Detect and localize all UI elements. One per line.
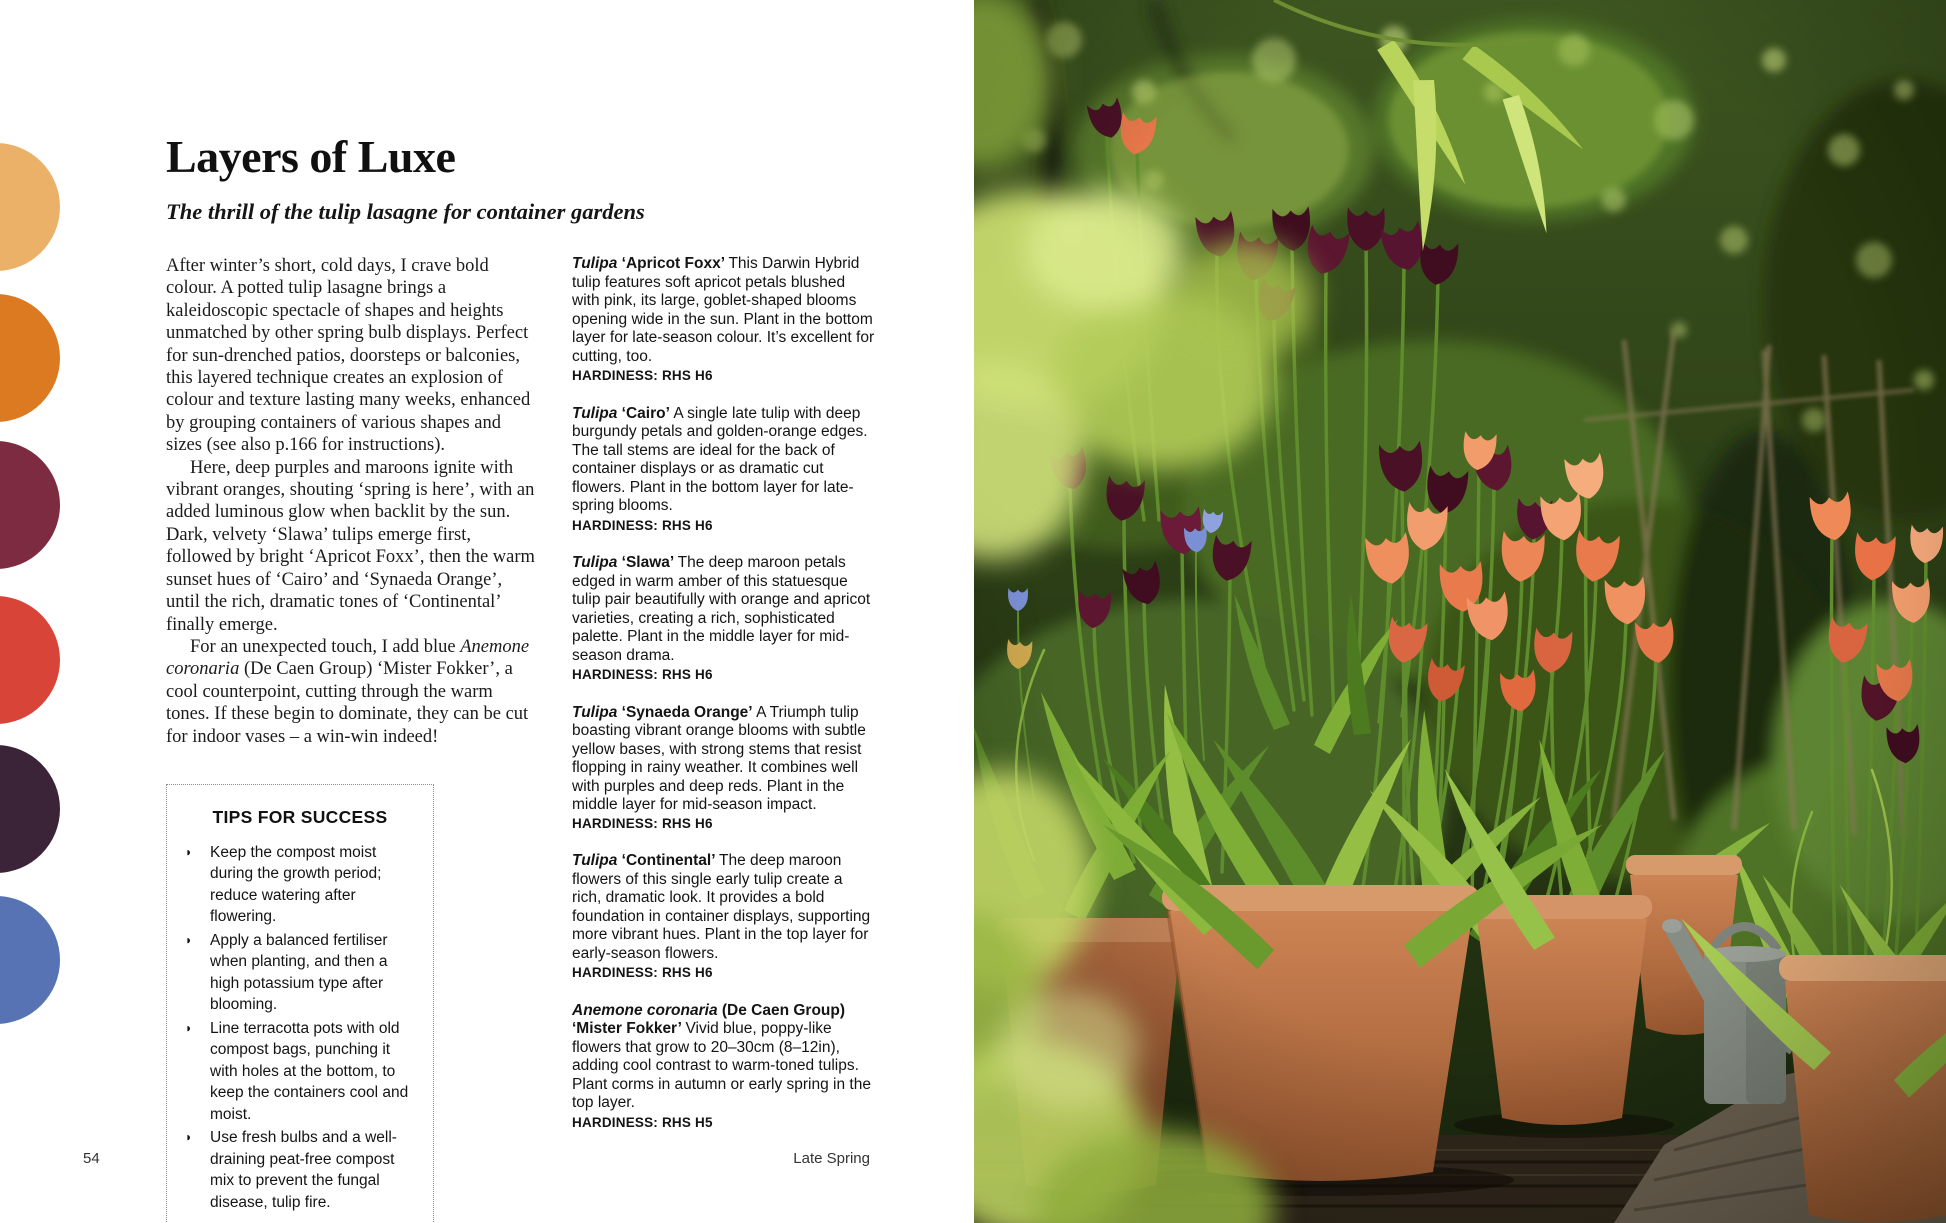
intro-column (166, 255, 538, 1223)
tip-item (183, 842, 417, 928)
page-subtitle: The thrill of the tulip lasagne for container gardens (166, 199, 645, 224)
tip-text: Keep the compost moist during the growth period; reduce watering after flowering. (210, 843, 382, 926)
plant-description: A Triumph tulip boasting vibrant orange blooms with subtle yellow bases, with strong stems that resist flopping in rainy weather. It combines well with purples and deep reds. Plant in the middle layer for mid-season impact. (572, 703, 866, 813)
hardiness-rating: HARDINESS: RHS H5 (572, 1114, 713, 1130)
color-dot (0, 745, 60, 873)
plant-description: The deep maroon flowers of this single early tulip create a rich, dramatic look. It provides a bold foundation in container displays, supporting more vibrant hues. Plant in the top layer for early-season flowers. (572, 852, 871, 962)
leaf-bullet-icon: ◗ (185, 1130, 193, 1145)
color-dot (0, 596, 60, 724)
tip-item (183, 1127, 417, 1213)
intro-paragraph-1: After winter’s short, cold days, I crave bold colour. A potted tulip lasagne brings a kaleidoscopic spectacle of shapes and heights unmatched by other spring bulb displays. Perfect for sun-drenched patios, doorsteps or balconies, this layered technique creates an explosion of colour and texture lasting many weeks, enhanced by grouping containers of various shapes and sizes (see also p.166 for instructions). (166, 256, 531, 456)
plant-description: This Darwin Hybrid tulip features soft apricot petals blushed with pink, its large, goblet-shaped blooms opening wide in the sun. Plant in the bottom layer for late-season colour. It’s excellent for cutting, too. (572, 255, 875, 365)
hardiness-rating: HARDINESS: RHS H6 (572, 667, 713, 682)
page-footer (83, 1150, 870, 1167)
tip-item (183, 1018, 417, 1126)
plant-description: A single late tulip with deep burgundy petals and golden-orange edges. The tall stems are ideal for the back of container displays or as dramatic cut flowers. Plant in the bottom layer for late-spring blooms. (572, 404, 868, 514)
plant-cultivar: ‘Slawa’ (617, 554, 678, 571)
plant-entry (572, 704, 876, 834)
plant-genus: Tulipa (572, 255, 618, 272)
intro-paragraph-2: Here, deep purples and maroons ignite with vibrant oranges, shouting ‘spring is here’, with an added luminous glow when backlit by the sun. Dark, velvety ‘Slawa’ tulips emerge first, followed by bright ‘Apricot Foxx’, then the warm sunset hues of ‘Cairo’ and ‘Synaeda Orange’, until the rich, dramatic tones of ‘Continental’ finally emerge. (166, 457, 535, 635)
color-dot (0, 896, 60, 1024)
two-column-layout (166, 255, 878, 1223)
tip-text: Use fresh bulbs and a well-draining peat-free compost mix to prevent the fungal disease, tulip fire. (210, 1129, 397, 1211)
plant-cultivar: (De Caen Group) ‘Mister Fokker’ (572, 1001, 846, 1037)
intro-p3-text: For an unexpected touch, I add blue (190, 636, 461, 657)
plant-genus: Tulipa (572, 404, 618, 422)
plant-genus: Tulipa (572, 554, 618, 571)
color-dot (0, 441, 60, 569)
page-number: 54 (83, 1150, 100, 1167)
latin-name: Anemone coronaria (166, 636, 530, 680)
plant-descriptions-column (572, 255, 876, 1223)
page-content (166, 0, 878, 1223)
plant-cultivar: ‘Continental’ (617, 852, 719, 869)
plant-description: Vivid blue, poppy-like flowers that grow to 20–30cm (8–12in), adding cool contrast to warm-toned tulips. Plant corms in autumn or early spring in the top layer. (572, 1020, 871, 1111)
leaf-bullet-icon: ◗ (185, 1020, 193, 1035)
plant-entry (572, 405, 876, 536)
hardiness-rating: HARDINESS: RHS H6 (572, 368, 713, 383)
plant-entry (572, 255, 876, 386)
garden-photo (974, 0, 1946, 1223)
hardiness-rating: HARDINESS: RHS H6 (572, 815, 713, 831)
plant-cultivar: ‘Synaeda Orange’ (617, 703, 757, 721)
color-dot (0, 143, 60, 271)
plant-entry (572, 554, 876, 685)
section-label: Late Spring (793, 1150, 870, 1167)
tip-text: Line terracotta pots with old compost bags, punching it with holes at the bottom, to keep the containers cool and moist. (210, 1019, 409, 1123)
color-dot-column (0, 0, 70, 1100)
tip-item (183, 930, 417, 1016)
plant-entry (572, 852, 876, 983)
plant-cultivar: ‘Cairo’ (617, 404, 674, 422)
plant-entry (572, 1002, 876, 1133)
hardiness-rating: HARDINESS: RHS H6 (572, 517, 713, 533)
plant-description: The deep maroon petals edged in warm amber of this statuesque tulip pair beautifully with orange and apricot varieties, creating a rich, sophisticated palette. Plant in the middle layer for mid-season drama. (572, 554, 871, 664)
hardiness-rating: HARDINESS: RHS H6 (572, 965, 713, 980)
plant-genus: Tulipa (572, 852, 618, 869)
leaf-bullet-icon: ◗ (185, 844, 193, 859)
tips-box-title: TIPS FOR SUCCESS (212, 806, 388, 827)
intro-p3-text-end: (De Caen Group) ‘Mister Fokker’, a cool counterpoint, cutting through the warm tones. If these begin to dominate, they can be cut for indoor vases – a win-win indeed! (166, 659, 529, 747)
tip-text: Apply a balanced fertiliser when planting, and then a high potassium type after blooming. (210, 931, 388, 1014)
color-dot (0, 294, 60, 422)
page-title: Layers of Luxe (166, 131, 456, 182)
leaf-bullet-icon: ◗ (185, 932, 193, 947)
plant-cultivar: ‘Apricot Foxx’ (617, 255, 729, 272)
photo-page (974, 0, 1946, 1223)
plant-genus: Anemone coronaria (572, 1001, 718, 1019)
intro-paragraph-3 (166, 636, 538, 748)
plant-genus: Tulipa (572, 703, 618, 721)
